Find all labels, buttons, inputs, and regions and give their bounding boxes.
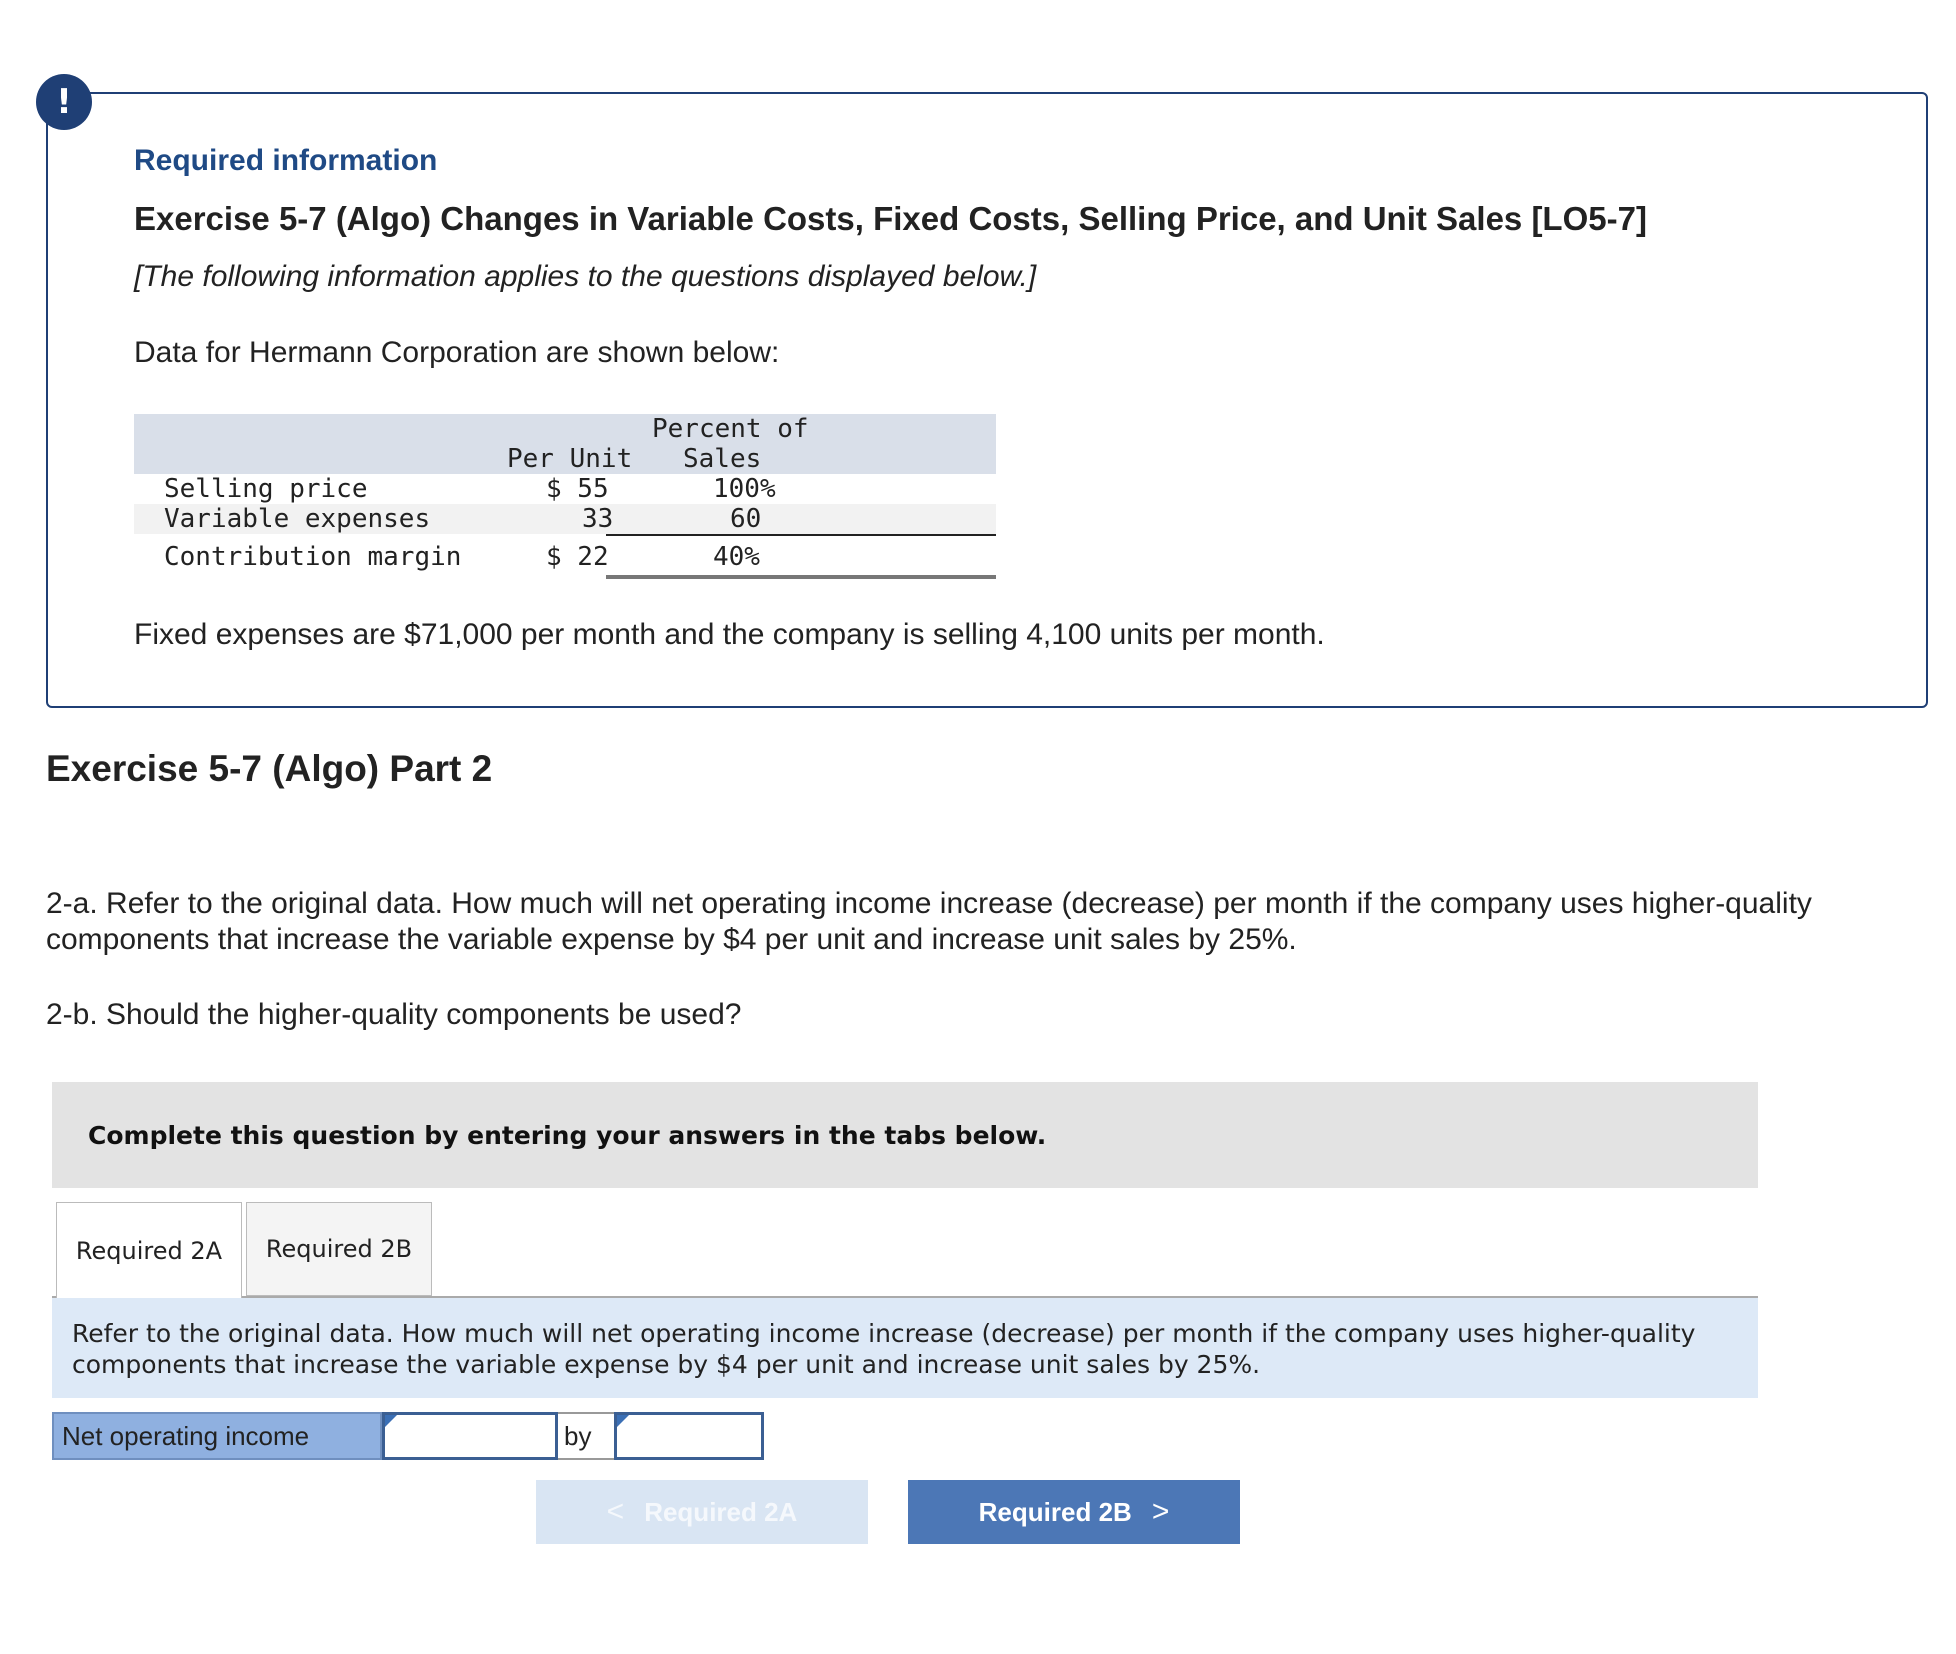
data-intro: Data for Hermann Corporation are shown below: [134,336,780,369]
chevron-left-icon: < [606,1495,625,1528]
fixed-expenses-note: Fixed expenses are $71,000 per month and the company is selling 4,100 units per month. [134,618,1325,651]
col-header-per-unit: Per Unit [507,444,633,474]
increase-decrease-input[interactable] [382,1412,558,1460]
question-2b: 2-b. Should the higher-quality components be used? [46,998,742,1031]
row-variable-expenses-percent: 60 [730,504,762,534]
net-operating-income-label [52,1412,382,1460]
row-contribution-margin-percent: 40% [713,542,760,572]
exercise-title: Exercise 5-7 (Algo) Changes in Variable Costs, Fixed Costs, Selling Price, and Unit Sales [LO5-7] [134,200,1647,237]
by-label-text: by [564,1420,592,1451]
next-required-2b-button[interactable] [908,1480,1240,1544]
cost-data-table [134,414,996,580]
part-title: Exercise 5-7 (Algo) Part 2 [46,748,493,789]
prev-required-2a-button[interactable] [536,1480,868,1544]
tab-label: Required 2A [75,1236,223,1265]
total-double-rule [606,575,996,579]
row-variable-expenses-per-unit: 33 [582,504,614,534]
tab-required-2b[interactable] [246,1202,432,1296]
row-label-selling-price: Selling price [164,474,368,504]
tab-instruction: Refer to the original data. How much will net operating income increase (decrease) per month if the company uses higher-quality components that increase the variable expense by $4 per unit and increase unit sales by 25%. [52,1298,1758,1398]
answer-row [52,1412,764,1460]
row-selling-price-percent: 100% [713,474,776,504]
col-header-percent-line2: Sales [683,444,762,474]
answer-label-text: Net operating income [62,1420,310,1451]
subtotal-rule [606,534,996,536]
row-contribution-margin-per-unit: $ 22 [546,542,609,572]
amount-input[interactable] [614,1412,764,1460]
row-label-contribution-margin: Contribution margin [164,542,462,572]
tab-required-2a[interactable] [56,1202,242,1298]
col-header-percent-line1: Percent of [652,414,809,444]
banner-text: Complete this question by entering your answers in the tabs below. [88,1120,1047,1150]
chevron-right-icon: > [1151,1495,1170,1528]
question-2a: 2-a. Refer to the original data. How much will net operating income increase (decrease) per month if the company uses higher-quality components that increase the variable expense by $4 per unit and increase unit sales by 25%. [46,887,1812,956]
required-information-box [46,92,1928,708]
row-selling-price-per-unit: $ 55 [546,474,609,504]
tab-label: Required 2B [265,1235,413,1263]
required-information-heading: Required information [134,144,438,177]
row-label-variable-expenses: Variable expenses [164,504,431,534]
complete-question-banner [52,1082,1758,1188]
applies-note: [The following information applies to the questions displayed below.] [134,260,1037,293]
by-label [558,1412,614,1460]
next-button-label: Required 2B [978,1496,1132,1527]
alert-icon: ! [36,74,92,130]
prev-button-label: Required 2A [644,1496,798,1527]
